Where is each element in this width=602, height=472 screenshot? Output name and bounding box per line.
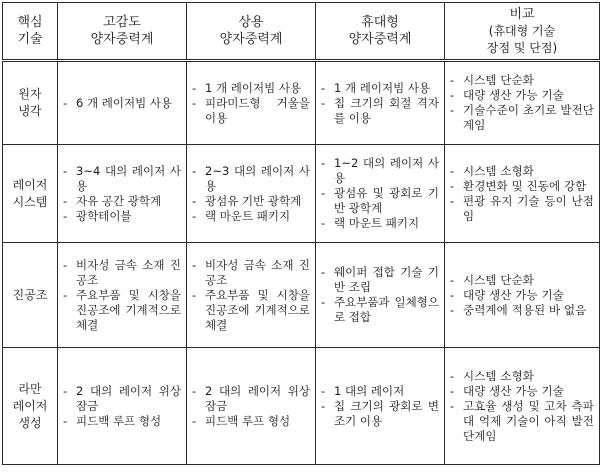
cell-commercial (187, 145, 316, 243)
header-line: 휴대형 (361, 15, 399, 30)
cell-high-sensitivity (58, 348, 187, 465)
list-item: - 대량 생산 가능 기술 (450, 288, 594, 303)
table-header (3, 3, 600, 61)
cell-commercial (187, 348, 316, 465)
row-tech-label (3, 348, 58, 465)
list-item: - 비자성 금속 소재 진공조 (63, 258, 181, 288)
list-item: - 광학테이블 (63, 209, 181, 224)
list-item: - 랙 마운트 패키지 (321, 216, 439, 231)
list-item: - 1 대의 레이저 (321, 384, 439, 399)
row-tech-label (3, 145, 58, 243)
table-row (3, 61, 600, 145)
cell-portable (316, 348, 445, 465)
header-line: 비교 (509, 6, 535, 22)
tech-label-line: 레이저 (12, 398, 48, 413)
list-item: - 고효율 생성 및 고차 측파대 억제 기술이 아직 발전 단계임 (450, 399, 594, 444)
list-item: - 6 개 레이저빔 사용 (63, 96, 181, 111)
list-item: - 2 대의 레이저 위상잠금 (192, 384, 310, 414)
list-item: - 피드백 루프 형성 (63, 414, 181, 429)
header-commercial (187, 3, 316, 61)
list-item: - 시스템 단순화 (450, 73, 594, 88)
list-item: - 피드백 루프 형성 (192, 414, 310, 429)
list-item: - 환경변화 및 진동에 강함 (450, 179, 594, 194)
list-item: - 편광 유지 기술 등이 난점임 (450, 194, 594, 224)
list-item: - 2 대의 레이저 위상잠금 (63, 384, 181, 414)
row-tech-label (3, 243, 58, 348)
list-item: - 대량 생산 가능 기술 (450, 384, 594, 399)
cell-commercial (187, 61, 316, 145)
header-line: 장점 및 단점) (486, 40, 558, 55)
list-item: - 대량 생산 가능 기술 (450, 88, 594, 103)
list-item: - 광섬유 기반 광학계 (192, 194, 310, 209)
tech-label-line: 생성 (18, 415, 42, 430)
table-body (3, 61, 600, 465)
list-item: - 주요부품 및 시창을 진공조에 기계적으로 체결 (63, 288, 181, 333)
header-core-tech (3, 3, 58, 61)
row-tech-label (3, 61, 58, 145)
list-item: - 피라미드형 거울을 이용 (192, 96, 310, 126)
header-row (3, 3, 600, 61)
cell-commercial (187, 243, 316, 348)
list-item: - 시스템 단순화 (450, 273, 594, 288)
header-line: 양자중력계 (219, 32, 283, 47)
cell-comparison (445, 145, 600, 243)
cell-portable (316, 243, 445, 348)
header-line: 고감도 (103, 15, 141, 30)
list-item: - 웨이퍼 접합 기술 기반 조립 (321, 265, 439, 295)
header-line: (휴대형 기술 (488, 23, 556, 38)
list-item: - 칩 크기의 회절 격자를 이용 (321, 96, 439, 126)
tech-label-line: 라만 (18, 381, 42, 396)
cell-portable (316, 145, 445, 243)
tech-label-line: 냉각 (18, 104, 42, 118)
list-item: - 1 개 레이저빔 사용 (321, 81, 439, 96)
header-high-sensitivity (58, 3, 187, 61)
list-item: - 1 개 레이저빔 사용 (192, 81, 310, 96)
list-item: - 주요부품 및 시창을 진공조에 기계적으로 체결 (192, 288, 310, 333)
list-item: - 중력계에 적용된 바 없음 (450, 303, 594, 318)
list-item: - 2~3 대의 레이저 사용 (192, 164, 310, 194)
header-portable (316, 3, 445, 61)
header-line: 양자중력계 (348, 32, 412, 47)
cell-high-sensitivity (58, 243, 187, 348)
list-item: - 비자성 금속 소재 진공조 (192, 258, 310, 288)
tech-label-line: 진공조 (12, 287, 48, 302)
list-item: - 3~4 대의 레이저 사용 (63, 164, 181, 194)
list-item: - 칩 크기의 광회로 변조기 이용 (321, 399, 439, 429)
list-item: - 시스템 소형화 (450, 164, 594, 179)
list-item: - 랙 마운트 패키지 (192, 209, 310, 224)
table-row (3, 243, 600, 348)
tech-label-line: 레이저 (12, 177, 48, 192)
tech-label-line: 시스템 (12, 194, 48, 209)
comparison-table (2, 2, 600, 465)
list-item: - 주요부품과 일체형으로 접합 (321, 295, 439, 325)
cell-comparison (445, 243, 600, 348)
cell-high-sensitivity (58, 61, 187, 145)
cell-comparison (445, 348, 600, 465)
list-item: - 광섬유 및 광회로 기반 광학계 (321, 186, 439, 216)
header-line: 상용 (238, 15, 264, 30)
table-row (3, 145, 600, 243)
header-line: 기술 (17, 32, 43, 47)
cell-comparison (445, 61, 600, 145)
list-item: - 1~2 대의 레이저 사용 (321, 156, 439, 186)
tech-label-line: 원자 (18, 87, 42, 101)
header-line: 핵심 (17, 15, 43, 30)
list-item: - 시스템 소형화 (450, 369, 594, 384)
list-item: - 기술수준이 초기로 발전단계임 (450, 103, 594, 133)
header-comparison (445, 3, 600, 61)
list-item: - 자유 공간 광학계 (63, 194, 181, 209)
cell-high-sensitivity (58, 145, 187, 243)
cell-portable (316, 61, 445, 145)
header-line: 양자중력계 (90, 32, 154, 47)
table-row (3, 348, 600, 465)
